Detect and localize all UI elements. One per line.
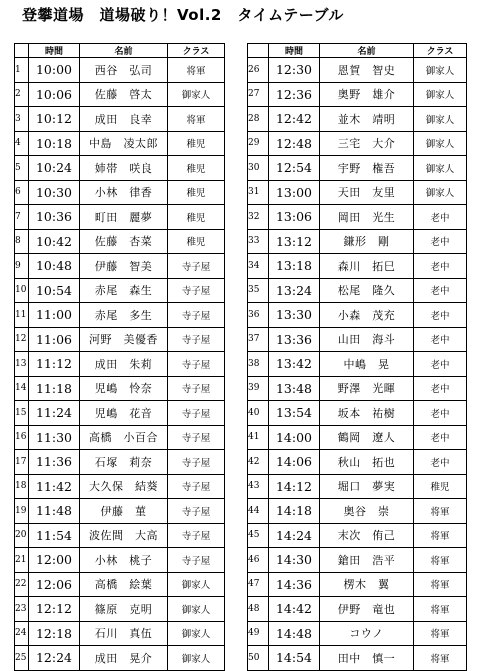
table-row	[15, 548, 225, 573]
entry-number: 35	[248, 278, 269, 303]
start-time: 14:42	[269, 597, 320, 622]
start-time: 13:36	[269, 327, 320, 352]
competitor-name: 奥谷 崇	[320, 499, 414, 524]
table-row	[248, 229, 467, 254]
table-row	[248, 572, 467, 597]
start-time: 10:12	[29, 107, 80, 132]
competitor-name: 並木 靖明	[320, 107, 414, 132]
competitor-name: 小林 桃子	[80, 548, 168, 573]
competitor-name: 高橋 小百合	[80, 425, 168, 450]
entry-number: 30	[248, 156, 269, 181]
entry-number: 28	[248, 107, 269, 132]
competitor-name: コウノ	[320, 621, 414, 646]
table-row	[248, 401, 467, 426]
entry-number: 21	[15, 548, 29, 573]
class-label: 寺子屋	[168, 548, 225, 573]
competitor-name: 宇野 権吾	[320, 156, 414, 181]
competitor-name: 姉帯 咲良	[80, 156, 168, 181]
table-row	[248, 58, 467, 83]
entry-number: 3	[15, 107, 29, 132]
start-time: 10:48	[29, 254, 80, 279]
entry-number: 36	[248, 303, 269, 328]
competitor-name: 鎌形 剛	[320, 229, 414, 254]
start-time: 14:12	[269, 474, 320, 499]
class-label: 御家人	[414, 58, 467, 83]
start-time: 13:42	[269, 352, 320, 377]
table-row	[15, 107, 225, 132]
class-label: 寺子屋	[168, 523, 225, 548]
entry-number: 19	[15, 499, 29, 524]
entry-number: 37	[248, 327, 269, 352]
timetable-right	[247, 43, 467, 671]
entry-number: 50	[248, 646, 269, 671]
competitor-name: 奥野 雄介	[320, 82, 414, 107]
start-time: 14:00	[269, 425, 320, 450]
entry-number: 41	[248, 425, 269, 450]
class-label: 寺子屋	[168, 401, 225, 426]
entry-number: 18	[15, 474, 29, 499]
start-time: 11:12	[29, 352, 80, 377]
entry-number: 2	[15, 82, 29, 107]
table-row	[248, 156, 467, 181]
competitor-name: 西谷 弘司	[80, 58, 168, 83]
start-time: 10:00	[29, 58, 80, 83]
class-label: 老中	[414, 401, 467, 426]
entry-number: 4	[15, 131, 29, 156]
class-label: 稚児	[168, 205, 225, 230]
table-row	[248, 450, 467, 475]
start-time: 12:54	[269, 156, 320, 181]
table-row	[15, 327, 225, 352]
competitor-name: 中嶋 晃	[320, 352, 414, 377]
header-time: 時間	[269, 44, 320, 58]
class-label: 御家人	[168, 82, 225, 107]
competitor-name: 伊藤 菫	[80, 499, 168, 524]
class-label: 御家人	[168, 572, 225, 597]
table-row	[15, 646, 225, 671]
competitor-name: 田中 慎一	[320, 646, 414, 671]
table-row	[15, 597, 225, 622]
header-class: クラス	[414, 44, 467, 58]
competitor-name: 鎗田 浩平	[320, 548, 414, 573]
competitor-name: 成田 晃介	[80, 646, 168, 671]
start-time: 12:42	[269, 107, 320, 132]
competitor-name: 天田 友里	[320, 180, 414, 205]
start-time: 14:06	[269, 450, 320, 475]
competitor-name: 秋山 拓也	[320, 450, 414, 475]
competitor-name: 赤尾 多生	[80, 303, 168, 328]
competitor-name: 伊藤 智美	[80, 254, 168, 279]
class-label: 将軍	[414, 572, 467, 597]
class-label: 将軍	[168, 58, 225, 83]
competitor-name: 楞木 翼	[320, 572, 414, 597]
start-time: 12:06	[29, 572, 80, 597]
competitor-name: 河野 美優香	[80, 327, 168, 352]
table-row	[248, 352, 467, 377]
table-row	[15, 82, 225, 107]
competitor-name: 鶴岡 遼人	[320, 425, 414, 450]
table-row	[248, 621, 467, 646]
competitor-name: 篠原 克明	[80, 597, 168, 622]
table-row	[15, 254, 225, 279]
entry-number: 14	[15, 376, 29, 401]
start-time: 12:12	[29, 597, 80, 622]
competitor-name: 野澤 光暉	[320, 376, 414, 401]
table-row	[248, 180, 467, 205]
competitor-name: 佐藤 啓太	[80, 82, 168, 107]
class-label: 御家人	[168, 621, 225, 646]
entry-number: 13	[15, 352, 29, 377]
table-row	[15, 303, 225, 328]
competitor-name: 児嶋 花音	[80, 401, 168, 426]
entry-number: 40	[248, 401, 269, 426]
start-time: 10:06	[29, 82, 80, 107]
entry-number: 22	[15, 572, 29, 597]
entry-number: 9	[15, 254, 29, 279]
start-time: 12:48	[269, 131, 320, 156]
competitor-name: 末次 侑己	[320, 523, 414, 548]
start-time: 13:24	[269, 278, 320, 303]
start-time: 11:06	[29, 327, 80, 352]
table-row	[15, 278, 225, 303]
header-class: クラス	[168, 44, 225, 58]
start-time: 10:18	[29, 131, 80, 156]
class-label: 稚児	[168, 156, 225, 181]
header-name: 名前	[320, 44, 414, 58]
table-row	[248, 499, 467, 524]
table-row	[15, 474, 225, 499]
class-label: 寺子屋	[168, 278, 225, 303]
class-label: 御家人	[414, 156, 467, 181]
start-time: 10:54	[29, 278, 80, 303]
table-row	[248, 523, 467, 548]
table-row	[15, 572, 225, 597]
competitor-name: 佐藤 杏菜	[80, 229, 168, 254]
table-row	[248, 131, 467, 156]
entry-number: 10	[15, 278, 29, 303]
competitor-name: 中島 凌太郎	[80, 131, 168, 156]
class-label: 寺子屋	[168, 474, 225, 499]
start-time: 13:48	[269, 376, 320, 401]
start-time: 11:48	[29, 499, 80, 524]
table-row	[248, 107, 467, 132]
competitor-name: 恩賀 智史	[320, 58, 414, 83]
table-row	[15, 156, 225, 181]
start-time: 10:30	[29, 180, 80, 205]
competitor-name: 赤尾 森生	[80, 278, 168, 303]
start-time: 11:42	[29, 474, 80, 499]
class-label: 寺子屋	[168, 327, 225, 352]
page-title: 登攀道場 道場破り！Vol.2 タイムテーブル	[22, 6, 344, 24]
class-label: 寺子屋	[168, 499, 225, 524]
entry-number: 42	[248, 450, 269, 475]
start-time: 12:36	[269, 82, 320, 107]
entry-number: 49	[248, 621, 269, 646]
class-label: 将軍	[414, 621, 467, 646]
table-row	[248, 303, 467, 328]
start-time: 10:36	[29, 205, 80, 230]
competitor-name: 成田 朱莉	[80, 352, 168, 377]
entry-number: 31	[248, 180, 269, 205]
table-row	[15, 131, 225, 156]
class-label: 稚児	[414, 474, 467, 499]
entry-number: 43	[248, 474, 269, 499]
class-label: 老中	[414, 376, 467, 401]
class-label: 御家人	[414, 180, 467, 205]
start-time: 13:18	[269, 254, 320, 279]
class-label: 寺子屋	[168, 450, 225, 475]
class-label: 寺子屋	[168, 352, 225, 377]
entry-number: 20	[15, 523, 29, 548]
competitor-name: 岡田 光生	[320, 205, 414, 230]
entry-number: 15	[15, 401, 29, 426]
table-row	[15, 180, 225, 205]
competitor-name: 堀口 夢実	[320, 474, 414, 499]
entry-number: 24	[15, 621, 29, 646]
start-time: 14:36	[269, 572, 320, 597]
entry-number: 26	[248, 58, 269, 83]
entry-number: 7	[15, 205, 29, 230]
start-time: 14:54	[269, 646, 320, 671]
start-time: 13:30	[269, 303, 320, 328]
start-time: 11:30	[29, 425, 80, 450]
table-row	[15, 205, 225, 230]
start-time: 10:24	[29, 156, 80, 181]
entry-number: 8	[15, 229, 29, 254]
entry-number: 33	[248, 229, 269, 254]
competitor-name: 大久保 結葵	[80, 474, 168, 499]
header-time: 時間	[29, 44, 80, 58]
class-label: 将軍	[168, 107, 225, 132]
header-row	[15, 44, 225, 58]
table-row	[15, 621, 225, 646]
class-label: 老中	[414, 303, 467, 328]
entry-number: 11	[15, 303, 29, 328]
class-label: 寺子屋	[168, 376, 225, 401]
table-row	[248, 327, 467, 352]
timetable-left	[14, 43, 225, 671]
table-row	[15, 425, 225, 450]
table-row	[15, 352, 225, 377]
start-time: 11:18	[29, 376, 80, 401]
class-label: 御家人	[414, 107, 467, 132]
competitor-name: 児嶋 怜奈	[80, 376, 168, 401]
class-label: 御家人	[414, 82, 467, 107]
start-time: 13:54	[269, 401, 320, 426]
table-row	[15, 376, 225, 401]
table-row	[248, 474, 467, 499]
competitor-name: 高橋 絵葉	[80, 572, 168, 597]
entry-number: 46	[248, 548, 269, 573]
table-row	[248, 376, 467, 401]
start-time: 14:24	[269, 523, 320, 548]
competitor-name: 坂本 祐樹	[320, 401, 414, 426]
class-label: 御家人	[168, 646, 225, 671]
entry-number: 45	[248, 523, 269, 548]
table-row	[248, 597, 467, 622]
header-no	[15, 44, 29, 58]
competitor-name: 小林 律香	[80, 180, 168, 205]
table-row	[15, 523, 225, 548]
class-label: 将軍	[414, 523, 467, 548]
table-row	[248, 646, 467, 671]
start-time: 14:30	[269, 548, 320, 573]
table-row	[248, 205, 467, 230]
start-time: 14:48	[269, 621, 320, 646]
start-time: 13:12	[269, 229, 320, 254]
table-row	[248, 82, 467, 107]
competitor-name: 波佐間 大高	[80, 523, 168, 548]
entry-number: 32	[248, 205, 269, 230]
start-time: 13:06	[269, 205, 320, 230]
table-row	[248, 254, 467, 279]
entry-number: 17	[15, 450, 29, 475]
table-row	[15, 229, 225, 254]
class-label: 寺子屋	[168, 303, 225, 328]
class-label: 老中	[414, 278, 467, 303]
entry-number: 23	[15, 597, 29, 622]
start-time: 12:00	[29, 548, 80, 573]
start-time: 11:36	[29, 450, 80, 475]
table-row	[15, 58, 225, 83]
entry-number: 25	[15, 646, 29, 671]
entry-number: 44	[248, 499, 269, 524]
entry-number: 5	[15, 156, 29, 181]
table-row	[248, 278, 467, 303]
class-label: 老中	[414, 425, 467, 450]
class-label: 寺子屋	[168, 254, 225, 279]
class-label: 老中	[414, 450, 467, 475]
class-label: 寺子屋	[168, 425, 225, 450]
entry-number: 12	[15, 327, 29, 352]
start-time: 13:00	[269, 180, 320, 205]
class-label: 将軍	[414, 548, 467, 573]
table-row	[248, 425, 467, 450]
header-row	[248, 44, 467, 58]
class-label: 稚児	[168, 229, 225, 254]
class-label: 老中	[414, 205, 467, 230]
competitor-name: 成田 良幸	[80, 107, 168, 132]
entry-number: 1	[15, 58, 29, 83]
entry-number: 34	[248, 254, 269, 279]
class-label: 老中	[414, 352, 467, 377]
start-time: 14:18	[269, 499, 320, 524]
table-row	[15, 499, 225, 524]
header-name: 名前	[80, 44, 168, 58]
class-label: 将軍	[414, 597, 467, 622]
entry-number: 48	[248, 597, 269, 622]
table-row	[15, 401, 225, 426]
competitor-name: 森川 拓巳	[320, 254, 414, 279]
competitor-name: 松尾 隆久	[320, 278, 414, 303]
competitor-name: 山田 海斗	[320, 327, 414, 352]
header-no	[248, 44, 269, 58]
class-label: 老中	[414, 229, 467, 254]
start-time: 12:18	[29, 621, 80, 646]
competitor-name: 伊野 竜也	[320, 597, 414, 622]
entry-number: 29	[248, 131, 269, 156]
entry-number: 27	[248, 82, 269, 107]
table-row	[248, 548, 467, 573]
entry-number: 47	[248, 572, 269, 597]
entry-number: 16	[15, 425, 29, 450]
class-label: 将軍	[414, 646, 467, 671]
class-label: 御家人	[168, 597, 225, 622]
competitor-name: 小森 茂充	[320, 303, 414, 328]
entry-number: 38	[248, 352, 269, 377]
competitor-name: 町田 麗夢	[80, 205, 168, 230]
class-label: 稚児	[168, 131, 225, 156]
entry-number: 39	[248, 376, 269, 401]
table-row	[15, 450, 225, 475]
start-time: 11:24	[29, 401, 80, 426]
start-time: 11:54	[29, 523, 80, 548]
start-time: 12:24	[29, 646, 80, 671]
class-label: 将軍	[414, 499, 467, 524]
class-label: 老中	[414, 254, 467, 279]
class-label: 稚児	[168, 180, 225, 205]
competitor-name: 石川 真伍	[80, 621, 168, 646]
class-label: 老中	[414, 327, 467, 352]
class-label: 御家人	[414, 131, 467, 156]
start-time: 11:00	[29, 303, 80, 328]
start-time: 10:42	[29, 229, 80, 254]
competitor-name: 石塚 莉奈	[80, 450, 168, 475]
entry-number: 6	[15, 180, 29, 205]
competitor-name: 三宅 大介	[320, 131, 414, 156]
start-time: 12:30	[269, 58, 320, 83]
